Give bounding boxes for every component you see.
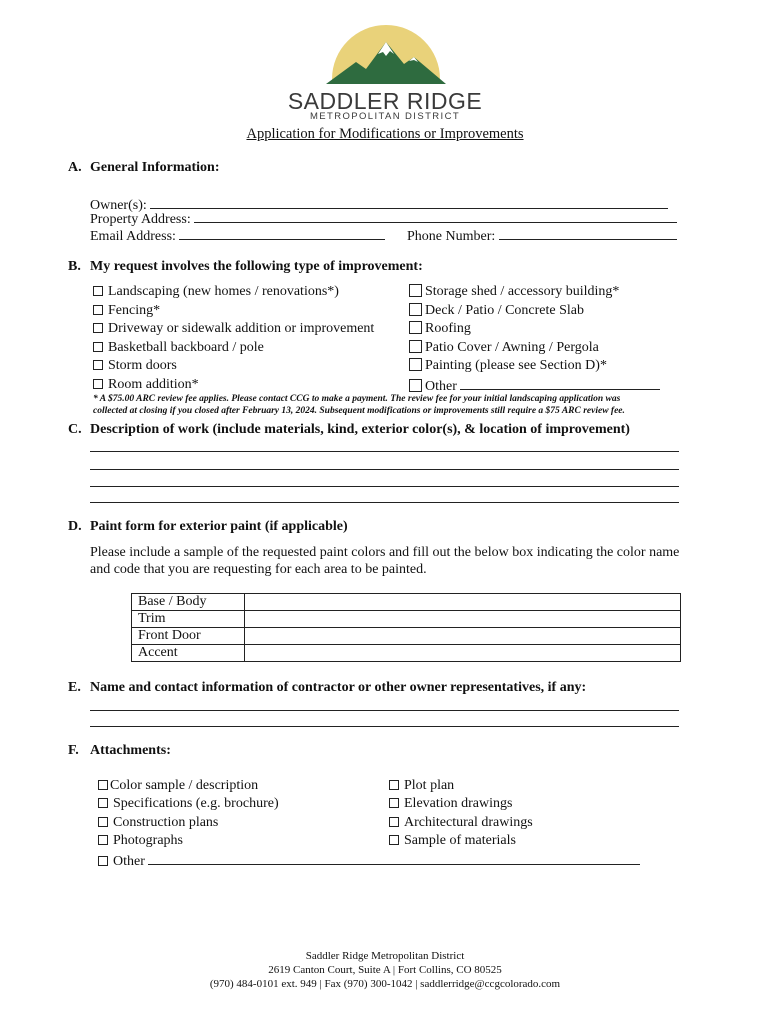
checkbox[interactable] (389, 798, 399, 808)
paint-value-cell[interactable] (245, 628, 681, 645)
other-input[interactable] (148, 852, 640, 865)
footer-address: 2619 Canton Court, Suite A | Fort Collins, CO 80525 (268, 964, 502, 976)
table-row (132, 645, 681, 662)
paint-color-table (131, 593, 681, 662)
checkbox[interactable] (409, 340, 422, 353)
checkbox[interactable] (409, 379, 422, 392)
table-row (132, 628, 681, 645)
option-storage-shed[interactable]: Storage shed / accessory building* (409, 284, 619, 300)
other-input[interactable] (460, 377, 660, 390)
table-row (132, 594, 681, 611)
paint-instructions-line1: Please include a sample of the requested paint colors and fill out the below box indicating the color name (90, 545, 680, 560)
attach-architectural-drawings[interactable]: Architectural drawings (389, 815, 533, 831)
checkbox[interactable] (98, 780, 108, 790)
section-a-heading: A. General Information: (68, 160, 220, 175)
section-f-heading: F. Attachments: (68, 743, 171, 758)
paint-area-label: Base / Body (132, 594, 245, 611)
form-title: Application for Modifications or Improvements (246, 126, 524, 142)
paint-value-cell[interactable] (245, 645, 681, 662)
attach-elevation-drawings[interactable]: Elevation drawings (389, 796, 512, 812)
contractor-line[interactable] (90, 710, 679, 711)
attach-plot-plan[interactable]: Plot plan (389, 778, 454, 794)
section-e-heading: E. Name and contact information of contractor or other owner representatives, if any: (68, 680, 587, 695)
option-roofing[interactable]: Roofing (409, 321, 471, 337)
table-row (132, 611, 681, 628)
checkbox[interactable] (409, 358, 422, 371)
checkbox[interactable] (93, 305, 103, 315)
checkbox[interactable] (389, 780, 399, 790)
checkbox[interactable] (93, 342, 103, 352)
option-driveway[interactable]: Driveway or sidewalk addition or improvement (93, 321, 374, 337)
paint-instructions-line2: and code that you are requesting for each area to be painted. (90, 562, 427, 577)
option-room-addition[interactable]: Room addition* (93, 377, 199, 393)
option-patio-cover[interactable]: Patio Cover / Awning / Pergola (409, 340, 599, 356)
option-storm-doors[interactable]: Storm doors (93, 358, 177, 374)
checkbox[interactable] (93, 323, 103, 333)
checkbox[interactable] (98, 798, 108, 808)
option-painting[interactable]: Painting (please see Section D)* (409, 358, 607, 374)
footer-name: Saddler Ridge Metropolitan District (305, 950, 465, 962)
checkbox[interactable] (93, 360, 103, 370)
option-basketball[interactable]: Basketball backboard / pole (93, 340, 264, 356)
description-line[interactable] (90, 469, 679, 470)
checkbox[interactable] (98, 856, 108, 866)
checkbox[interactable] (409, 303, 422, 316)
contractor-line[interactable] (90, 726, 679, 727)
checkbox[interactable] (389, 817, 399, 827)
fee-note-line1: * A $75.00 ARC review fee applies. Please contact CCG to make a payment. The review fee for your initial landscaping application was (93, 394, 621, 404)
paint-area-label: Accent (132, 645, 245, 662)
checkbox[interactable] (409, 321, 422, 334)
section-d-heading: D. Paint form for exterior paint (if applicable) (68, 519, 348, 534)
attach-specifications[interactable]: Specifications (e.g. brochure) (98, 796, 279, 812)
checkbox[interactable] (409, 284, 422, 297)
logo-name: SADDLER RIDGE (287, 88, 483, 114)
attach-other[interactable]: Other (98, 852, 640, 870)
paint-value-cell[interactable] (245, 594, 681, 611)
checkbox[interactable] (93, 379, 103, 389)
phone-field[interactable]: Phone Number: (407, 227, 677, 245)
option-fencing[interactable]: Fencing* (93, 303, 160, 319)
option-landscaping[interactable]: Landscaping (new homes / renovations*) (93, 284, 339, 300)
description-line[interactable] (90, 486, 679, 487)
fee-note-line2: collected at closing if you closed after February 13, 2024. Subsequent modifications or improvements still require a $75 ARC review fee. (93, 406, 625, 416)
logo-subtitle: METROPOLITAN DISTRICT (309, 111, 461, 122)
paint-area-label: Trim (132, 611, 245, 628)
option-deck[interactable]: Deck / Patio / Concrete Slab (409, 303, 584, 319)
email-field[interactable]: Email Address: (90, 227, 385, 245)
attach-sample-materials[interactable]: Sample of materials (389, 833, 516, 849)
footer-contact: (970) 484-0101 ext. 949 | Fax (970) 300-1042 | saddlerridge@ccgcolorado.com (209, 978, 561, 990)
owner-field[interactable]: Owner(s): (90, 196, 668, 214)
section-c-heading: C. Description of work (include materials, kind, exterior color(s), & location of improvement) (68, 422, 630, 437)
paint-area-label: Front Door (132, 628, 245, 645)
paint-value-cell[interactable] (245, 611, 681, 628)
option-other[interactable]: Other (409, 377, 660, 395)
attach-construction-plans[interactable]: Construction plans (98, 815, 218, 831)
section-b-heading: B. My request involves the following type of improvement: (68, 259, 423, 274)
checkbox[interactable] (98, 835, 108, 845)
description-line[interactable] (90, 502, 679, 503)
attach-photographs[interactable]: Photographs (98, 833, 183, 849)
attach-color-sample[interactable]: Color sample / description (98, 778, 258, 794)
property-address-field[interactable]: Property Address: (90, 210, 677, 228)
description-line[interactable] (90, 451, 679, 452)
checkbox[interactable] (98, 817, 108, 827)
checkbox[interactable] (93, 286, 103, 296)
checkbox[interactable] (389, 835, 399, 845)
